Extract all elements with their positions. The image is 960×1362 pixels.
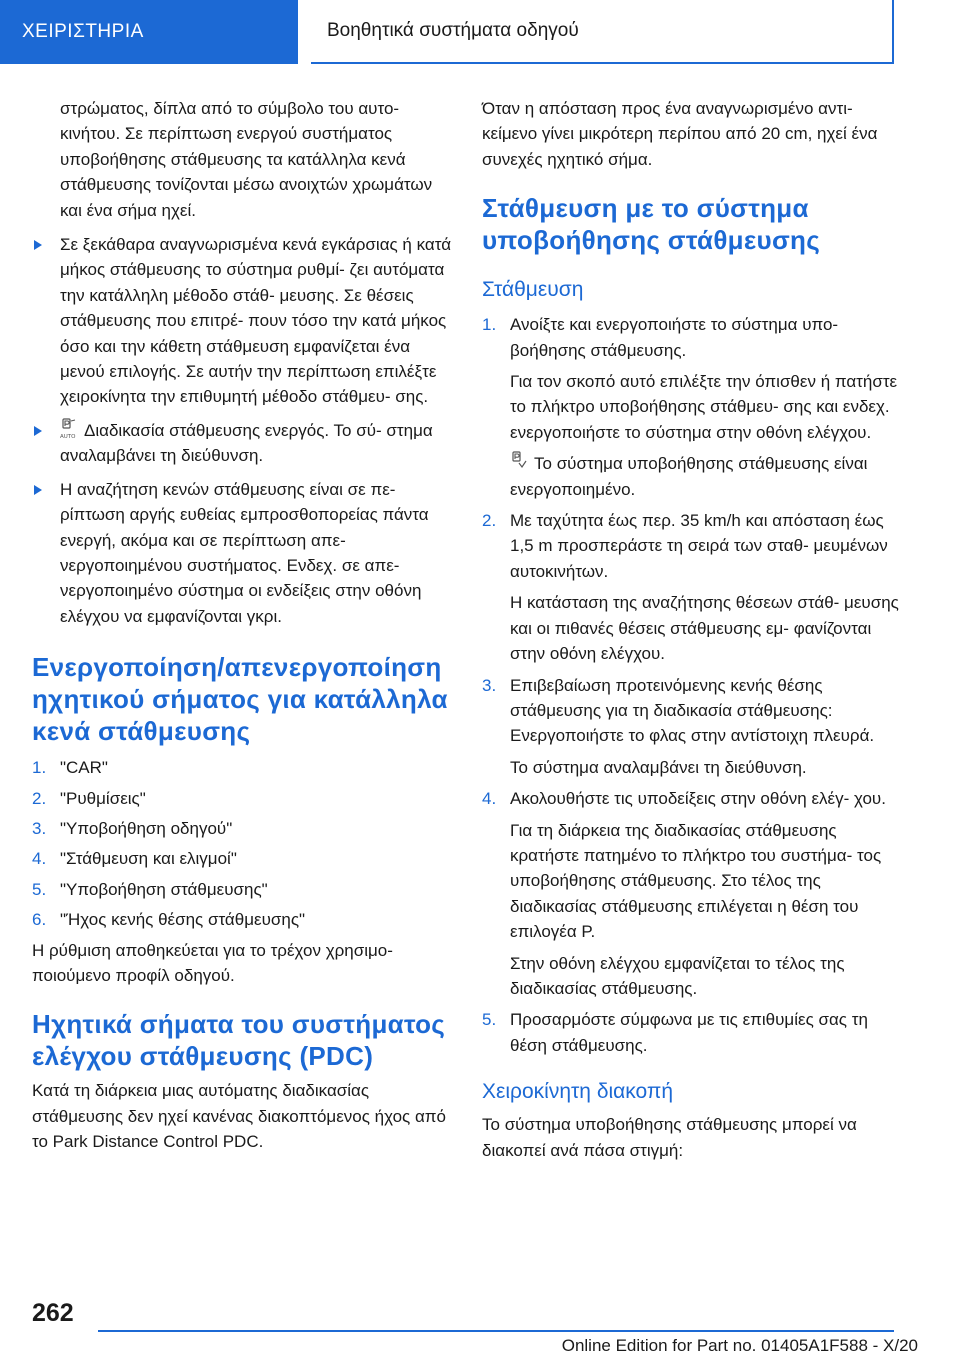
bullet-item — [32, 418, 452, 469]
step-text: "Ρυθμίσεις" — [60, 788, 146, 808]
step-detail: Για τη διάρκεια της διαδικασίας στάθμευσης κρατήστε πατημένο το πλήκτρο του συστήμα‐ τος υποβοήθησης στάθμευσης. Στο τέλος της διαδικασίας στάθμευσης επιλέγεται η θέση του επιλογέα P. — [510, 820, 882, 942]
step-detail: Στην οθόνη ελέγχου εμφανίζεται το τέλος της διαδικασίας στάθμευσης. — [510, 953, 845, 998]
list-item — [32, 877, 452, 902]
left-column — [32, 96, 452, 1155]
right-column — [482, 96, 900, 1163]
step-number: 5. — [482, 1010, 497, 1030]
manual-paragraph: Το σύστημα υποβοήθησης στάθμευσης μπορεί να διακοπεί ανά πάσα στιγμή: — [482, 1115, 857, 1160]
list-item — [482, 508, 900, 666]
section-tab: ΧΕΙΡΙΣΤΗΡΙΑ — [0, 0, 298, 64]
page-header — [0, 0, 960, 66]
bullet-triangle-icon — [34, 485, 42, 495]
pdc-paragraph: Κατά τη διάρκεια μιας αυτόματης διαδικασίας στάθμευσης δεν ηχεί κανένας διακοπτόμενος ήχος από το Park Distance Control PDC. — [32, 1081, 446, 1152]
bullet-text: Η αναζήτηση κενών στάθμευσης είναι σε πε‐ ρίπτωση αργής ευθείας εμπροσθοπορείας πάντα ενεργή, ακόμα και σε περίπτωση απε‐ νεργοποιημένου συστήματος. Ενδεχ. σε απε‐ νεργοποιημένο σύστημα οι ενδείξεις στην οθόνη ελέγχου να εμφανίζονται γκρι. — [60, 479, 429, 626]
bullet-text-inline: Διαδικασία στάθμευσης ενεργός. Το σύ‐ στημα αναλαμβάνει τη διεύθυνση. — [60, 420, 433, 466]
list-item — [32, 846, 452, 871]
step-number: 5. — [32, 879, 47, 899]
step-detail: Η κατάσταση της αναζήτησης θέσεων στάθ‐ μευσης και οι πιθανές θέσεις στάθμευσης εμ‐ φανίζονται στην οθόνη ελέγχου. — [510, 593, 899, 664]
parking-assistant-icon — [510, 451, 528, 473]
steps-list — [32, 755, 452, 932]
step-text: Ακολουθήστε τις υποδείξεις στην οθόνη ελέγ‐ χου. — [510, 789, 886, 809]
bullet-triangle-icon — [34, 426, 42, 436]
step-number: 6. — [32, 910, 47, 930]
step-number: 3. — [32, 818, 47, 838]
svg-text:AUTO: AUTO — [60, 433, 76, 440]
step-text: "Ήχος κενής θέσης στάθμευσης" — [60, 910, 306, 930]
step-number: 2. — [32, 788, 47, 808]
step-detail: Για τον σκοπό αυτό επιλέξτε την όπισθεν ή πατήστε το πλήκτρο υποβοήθησης στάθμευ‐ σης και ενδεχ. ενεργοποιήστε το σύστημα στην οθόνη ελέγχου. — [510, 372, 898, 442]
list-item — [482, 673, 900, 781]
list-item — [32, 816, 452, 841]
page-number: 262 — [32, 1299, 74, 1327]
step-number: 1. — [482, 315, 497, 335]
footer-divider — [98, 1330, 894, 1332]
step-text: Με ταχύτητα έως περ. 35 km/h και απόσταση έως 1,5 m προσπεράστε τη σειρά των σταθ‐ μευμένων αυτοκινήτων. — [510, 511, 888, 581]
list-item — [482, 786, 900, 1001]
step-text: "Υποβοήθηση στάθμευσης" — [60, 879, 268, 899]
step-number: 2. — [482, 511, 497, 531]
bullet-text — [60, 418, 452, 469]
step-number: 4. — [482, 789, 497, 809]
bullet-item — [32, 477, 452, 629]
step-text: "Υποβοήθηση οδηγού" — [60, 818, 233, 838]
list-item — [32, 786, 452, 811]
intro-paragraph: στρώματος, δίπλα από το σύμβολο του αυτο‐ κινήτου. Σε περίπτωση ενεργού συστήματος υποβοήθησης στάθμευσης τα κατάλληλα κενά στάθμευσης τονίζονται μέσω ανοιχτών χρωμάτων και ένα σήμα ηχεί. — [60, 99, 433, 220]
step-text: Επιβεβαίωση προτεινόμενης κενής θέσης στάθμευσης για τη διαδικασία στάθμευσης: Ενεργοποιήστε το φλας στην αντίστοιχη πλευρά. — [510, 675, 875, 746]
intro-paragraph: Όταν η απόσταση προς ένα αναγνωρισμένο αντι‐ κείμενο γίνει μικρότερη περίπου από 20 cm, ηχεί ένα συνεχές ηχητικό σήμα. — [482, 99, 878, 169]
section-heading: Ενεργοποίηση/απενεργοποίηση ηχητικού σήματος για κατάλληλα κενά στάθμευσης — [32, 652, 448, 747]
parking-assistant-auto-icon — [60, 418, 78, 440]
step-detail-inline: Το σύστημα υποβοήθησης στάθμευσης είναι ενεργοποιημένο. — [510, 454, 868, 499]
subheading: Στάθμευση — [482, 278, 584, 302]
list-item — [482, 1007, 900, 1058]
list-item — [482, 312, 900, 502]
step-text: Προσαρμόστε σύμφωνα με τις επιθυμίες σας τη θέση στάθμευσης. — [510, 1010, 868, 1055]
bullet-triangle-icon — [34, 240, 42, 250]
step-text: "Στάθμευση και ελιγμοί" — [60, 849, 237, 869]
section-heading: Ηχητικά σήματα του συστήματος ελέγχου στάθμευσης (PDC) — [32, 1009, 446, 1072]
step-detail — [510, 451, 900, 502]
step-number: 4. — [32, 849, 47, 869]
list-item — [32, 907, 452, 932]
step-number: 1. — [32, 758, 47, 778]
list-item — [32, 755, 452, 780]
step-number: 3. — [482, 675, 497, 695]
step-text: "CAR" — [60, 758, 108, 778]
step-detail: Το σύστημα αναλαμβάνει τη διεύθυνση. — [510, 757, 807, 777]
step-text: Ανοίξτε και ενεργοποιήστε το σύστημα υπο‐ βοήθησης στάθμευσης. — [510, 315, 839, 360]
section-heading: Στάθμευση με το σύστημα υποβοήθησης στάθμευσης — [482, 193, 821, 256]
subheading: Χειροκίνητη διακοπή — [482, 1080, 674, 1104]
bullet-text: Σε ξεκάθαρα αναγνωρισμένα κενά εγκάρσιας ή κατά μήκος στάθμευσης το σύστημα ρυθμί‐ ζει αυτόματα την κατάλληλη μέθοδο στάθ‐ μευσης. Σε θέσεις στάθμευσης που επιτρέ‐ πουν τόσο την κατά μήκος όσο και την κάθετη στάθμευση εμφανίζεται ένα μενού επιλογής. Σε αυτήν την περίπτωση επιλέξτε χειροκίνητα την επιθυμητή μέθοδο στάθμευ‐ σης. — [60, 235, 452, 407]
footer-edition: Online Edition for Part no. 01405A1F588 - X/20 — [561, 1336, 918, 1355]
bullet-item — [32, 232, 452, 410]
chapter-title: Βοηθητικά συστήματα οδηγού — [311, 0, 894, 64]
note-paragraph: Η ρύθμιση αποθηκεύεται για το τρέχον χρησιμο‐ ποιούμενο προφίλ οδηγού. — [32, 940, 393, 985]
